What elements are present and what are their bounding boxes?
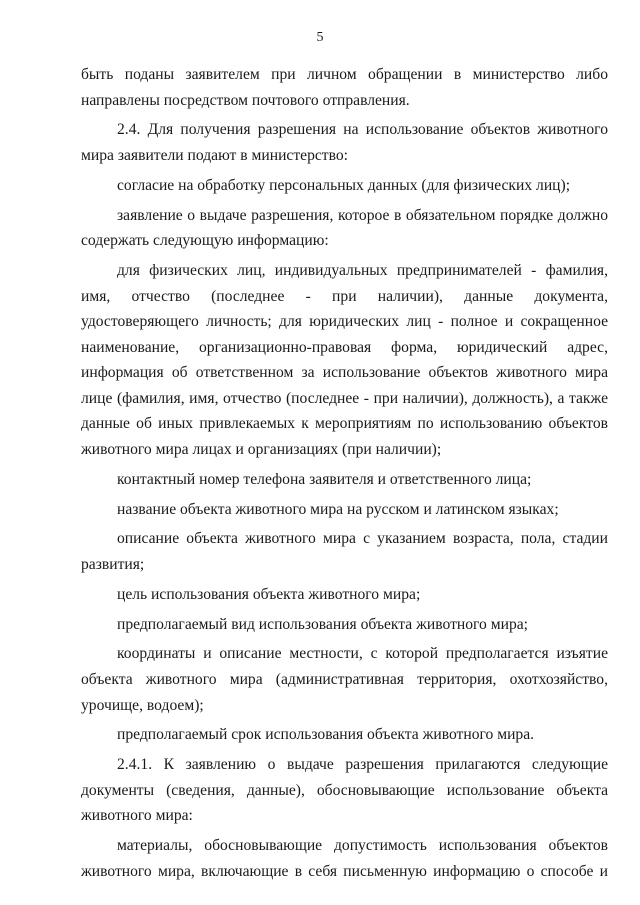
- document-body: [81, 62, 608, 884]
- paragraph-object-name: название объекта животного мира на русском и латинском языках;: [117, 500, 559, 518]
- paragraph-object-description: описание объекта животного мира с указанием возраста, пола, стадии развития;: [81, 530, 608, 573]
- paragraph-coordinates: координаты и описание местности, с которой предполагается изъятие объекта животного мира (административная территория, охотхозяйство, урочище, водоем);: [81, 645, 608, 714]
- paragraph-applicant-details: для физических лиц, индивидуальных предпринимателей - фамилия, имя, отчество (последнее - при наличии), данные документа, удостоверяющего личность; для юридических лиц - полное и сокращенное наименование, организационно-правовая форма, юридический адрес, информация об ответственном за использование объектов животного мира лице (фамилия, имя, отчество (последнее - при наличии), должность), а также данные об иных привлекаемых к мероприятиям по использованию объектов животного мира лицах и организациях (при наличии);: [81, 261, 608, 459]
- page-number: 5: [316, 30, 324, 45]
- paragraph-materials: материалы, обосновывающие допустимость использования объектов животного мира, включающие в себя письменную информацию о способе и: [81, 837, 608, 880]
- paragraph-section-2-4-1: 2.4.1. К заявлению о выдаче разрешения прилагаются следующие документы (сведения, данные), обосновывающие использование объекта животного мира:: [81, 756, 608, 825]
- paragraph-contact-phone: контактный номер телефона заявителя и ответственного лица;: [117, 470, 532, 488]
- paragraph-application: заявление о выдаче разрешения, которое в обязательном порядке должно содержать следующую информацию:: [81, 206, 608, 250]
- paragraph-consent: согласие на обработку персональных данных (для физических лиц);: [117, 176, 571, 194]
- paragraph-continuation: быть поданы заявителем при личном обращении в министерство либо направлены посредством почтового отправления.: [81, 66, 608, 109]
- paragraph-usage-type: предполагаемый вид использования объекта животного мира;: [117, 615, 529, 633]
- paragraph-usage-term: предполагаемый срок использования объекта животного мира.: [117, 726, 535, 744]
- paragraph-usage-purpose: цель использования объекта животного мира;: [117, 585, 421, 603]
- paragraph-section-2-4: 2.4. Для получения разрешения на использование объектов животного мира заявители подают в министерство:: [81, 121, 608, 164]
